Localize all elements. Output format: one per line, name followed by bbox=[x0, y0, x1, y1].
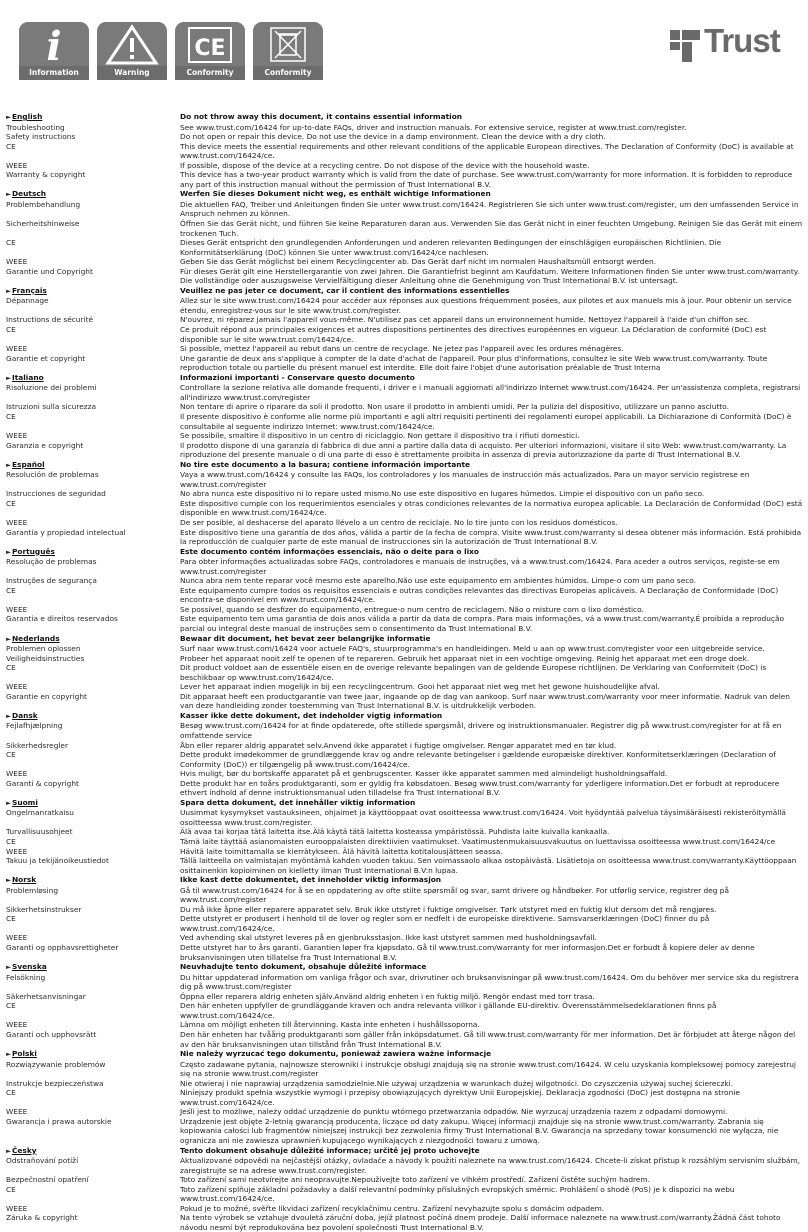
row-label: Problembehandlung bbox=[6, 199, 81, 209]
row-label: Sikkerhedsregler bbox=[6, 740, 69, 750]
row-label: Garanti og opphavsrettigheter bbox=[6, 943, 119, 953]
language-name bbox=[6, 189, 180, 200]
row-text: Pokud je to možné, svěřte likvidaci zařízení recyklačnímu centru. Zařízení nevyhazujte spolu s domácím odpadem. bbox=[180, 1203, 605, 1213]
language-heading-row bbox=[6, 112, 804, 123]
language-title: Informazioni importanti - Conservare questo documento bbox=[180, 372, 415, 382]
language-title: Tento dokument obsahuje důležité informace; určitě jej proto uchovejte bbox=[180, 1145, 480, 1155]
info-row bbox=[6, 914, 804, 933]
row-text: Gå til www.trust.com/16424 for å se en oppdatering av ofte stilte spørsmål og svar, samt drivere og håndbøker. For utførlig service, registrer deg på www.trust.com/register bbox=[180, 885, 730, 905]
language-heading-row bbox=[6, 711, 804, 722]
row-label: Dépannage bbox=[6, 296, 49, 306]
row-label: CE bbox=[6, 837, 16, 847]
row-label: CE bbox=[6, 585, 16, 595]
language-heading-row bbox=[6, 460, 804, 471]
warning-icon bbox=[97, 22, 167, 80]
triangle-right-icon: ► bbox=[6, 113, 11, 121]
language-label: Português bbox=[12, 546, 55, 556]
language-label: Dansk bbox=[12, 710, 38, 720]
row-label: WEEE bbox=[6, 1020, 28, 1030]
info-row bbox=[6, 219, 804, 238]
language-section bbox=[6, 373, 804, 460]
row-text: This device meets the essential requirements and other relevant conditions of the applicable European directives. The Declaration of Conformity (DoC) is available at www.trust.com/16424/ce. bbox=[180, 141, 794, 161]
info-row bbox=[6, 441, 804, 460]
row-text: Öffnen Sie das Gerät nicht, und führen Sie keine Reparaturen daran aus. Verwenden Sie das Gerät nicht in einer feuchten Umgebung. Reinigen Sie das Gerät mit einem trockenen Tuch. bbox=[180, 219, 803, 238]
row-text: Ce produit répond aux principales exigences et autres dispositions pertinentes des directives européennes en vigueur. La Déclaration de conformité (DoC) est disponible sur le site www.trust.com/16424/ce. bbox=[180, 325, 767, 344]
info-row bbox=[6, 886, 804, 905]
row-text: Dit apparaat heeft een productgarantie van twee jaar, ingaande op de dag van aankoop. Surf naar www.trust.com/warranty voor meer informatie. Nadruk van delen van deze handleiding zonder toestemming van Trust International B.V. is uitdrukkelijk verboden. bbox=[180, 691, 790, 711]
row-label: Fejlafhjælpning bbox=[6, 721, 63, 731]
info-row bbox=[6, 1213, 804, 1232]
row-text: Probeer het apparaat nooit zelf te openen of te repareren. Gebruik het apparaat niet in een vochtige omgeving. Reinig het apparaat met een droge doek. bbox=[180, 653, 750, 663]
row-text: Este equipamento cumpre todos os requisitos essenciais e outras condições relevantes das directivas Europeias aplicáveis. A Declaração de Conformidade (DoC) encontra-se disponível em www.trust.com/16424/ce. bbox=[180, 585, 779, 605]
info-row bbox=[6, 576, 804, 586]
language-section bbox=[6, 189, 804, 285]
conformity-caption: Conformity bbox=[175, 66, 245, 80]
info-row bbox=[6, 489, 804, 499]
info-row bbox=[6, 779, 804, 798]
language-label: Français bbox=[12, 285, 47, 295]
row-label: WEEE bbox=[6, 933, 28, 943]
row-text: Para obter informações actualizadas sobre FAQs, controladores e manuais de instruções, vá a www.trust.com/16424. Para aceder a outros serviços, registe-se em www.trust.com/register bbox=[180, 557, 780, 576]
row-label: Troubleshooting bbox=[6, 122, 65, 132]
row-text: Besøg www.trust.com/16424 for at finde opdaterede, ofte stillede spørgsmål, drivere og instruktionsmanualer. Registrer dig på www.trust.com/register for at få en omfattende service bbox=[180, 721, 782, 740]
row-text: Die aktuellen FAQ, Treiber und Anleitungen finden Sie unter www.trust.com/16424. Registrieren Sie sich unter www.trust.com/register, um den umfassenden Service in Anspruch nehmen zu können. bbox=[180, 199, 799, 219]
info-row bbox=[6, 586, 804, 605]
row-text: Este dispositivo cumple con los requerimientos esenciales y otras condiciones relevantes de la normativa europea aplicable. La Declaración de Conformidad (DoC) está disponible en www.trust.com/16424/ce. bbox=[180, 498, 803, 518]
info-row bbox=[6, 1107, 804, 1117]
language-name bbox=[6, 634, 180, 645]
row-text: Öppna eller reparera aldrig enheten själv.Använd aldrig enheten i en fuktig miljö. Rengör endast med torr trasa. bbox=[180, 991, 595, 1001]
language-section bbox=[6, 547, 804, 634]
row-text: Geben Sie das Gerät möglichst bei einem Recyclingcenter ab. Das Gerät darf nicht im normalen Haushaltsmüll entsorgt werden. bbox=[180, 257, 657, 267]
language-title: Spara detta dokument, det innehåller viktig information bbox=[180, 797, 416, 807]
row-text: Niniejszy produkt spełnia wszystkie wymogi i przepisy obowiązujących dyrektyw Unii Europejskiej. Deklaracja zgodności (DoC) jest dostępna na stronie www.trust.com/16424/ce. bbox=[180, 1088, 740, 1107]
row-text: Na tento výrobek se vztahuje dvouletá záruční doba, jejíž platnost počíná dnem prodeje. Další informace naleznete na www.trust.com/warranty.Žádná část tohoto návodu nesmí být reprodukována bez povolení společnosti Trust International B.V. bbox=[180, 1213, 781, 1232]
language-label: Español bbox=[12, 459, 45, 469]
language-heading-row bbox=[6, 189, 804, 200]
row-label: Instruções de segurança bbox=[6, 576, 97, 586]
row-label: Sicherheitshinweise bbox=[6, 219, 80, 229]
language-section bbox=[6, 875, 804, 962]
info-row bbox=[6, 170, 804, 189]
info-row bbox=[6, 123, 804, 133]
info-row bbox=[6, 905, 804, 915]
row-text: Nunca abra nem tente reparar você mesmo este aparelho.Não use este equipamento em ambientes húmidos. Limpe-o com um pano seco. bbox=[180, 576, 697, 586]
language-label: Italiano bbox=[12, 372, 44, 382]
row-label: CE bbox=[6, 238, 16, 248]
row-text: Uusimmat kysymykset vastauksineen, ohjaimet ja käyttöoppaat ovat osoitteessa www.trust.com/16424. Voit hyödyntää palvelua täysimääräisesti rekisteröitymällä osoitteessa www.trust.com/register. bbox=[180, 808, 786, 827]
row-text: De ser posible, al deshacerse del aparato llévelo a un centro de reciclaje. No lo tire junto con los residuos domésticos. bbox=[180, 517, 618, 527]
row-text: Se possibile, smaltire il dispositivo in un centro di riciclaggio. Non gettare il dispositivo tra i rifiuti domestici. bbox=[180, 431, 580, 441]
info-row bbox=[6, 518, 804, 528]
row-label: WEEE bbox=[6, 1107, 28, 1117]
row-text: Für dieses Gerät gilt eine Herstellergarantie von zwei Jahren. Die Garantiefrist beginnt am Kaufdatum. Weitere Informationen finden Sie unter www.trust.com/warranty. Die vollständige oder auszugsweise Vervielfältigung dieser Anleitung ohne die Genehmigung von Trust International B.V. ist untersagt. bbox=[180, 266, 800, 286]
language-heading-row bbox=[6, 962, 804, 973]
language-title: No tire este documento a la basura; contiene información importante bbox=[180, 459, 471, 469]
info-row bbox=[6, 528, 804, 547]
row-label: Garanti & copyright bbox=[6, 778, 79, 788]
row-label: CE bbox=[6, 411, 16, 421]
row-label: Veiligheidsinstructies bbox=[6, 653, 85, 663]
row-text: Tämä laite täyttää asianomaisten eurooppalaisten direktiivien vaatimukset. Vaatimustenmukaisuusvakuutus on luettavissa osoitteessa www.trust.com/16424/ce bbox=[180, 837, 776, 847]
row-label: Resolução de problemas bbox=[6, 557, 97, 567]
row-text: Il presente dispositivo è conforme alle norme più importanti e agli altri requisiti pertinenti dei regolamenti europei applicabili. La Dichiarazione di Conformità (DoC) è consultabile al seguente indirizzo Internet: www.trust.com/16424/ce. bbox=[180, 411, 792, 431]
row-text: Si possible, mettez l'appareil au rebut dans un centre de recyclage. Ne jetez pas l'appareil avec les ordures ménagères. bbox=[180, 344, 624, 354]
row-label: CE bbox=[6, 1184, 16, 1194]
info-row bbox=[6, 1185, 804, 1204]
info-row bbox=[6, 750, 804, 769]
info-row bbox=[6, 1175, 804, 1185]
row-label: Ongelmanratkaisu bbox=[6, 808, 74, 818]
row-text: Non tentare di aprire o riparare da soli il prodotto. Non usare il prodotto in ambienti umidi. Per la pulizia del dispositivo, utilizzare un panno asciutto. bbox=[180, 402, 729, 412]
row-label: Garanti och upphovsrätt bbox=[6, 1029, 97, 1039]
svg-text:i: i bbox=[46, 23, 62, 66]
info-row bbox=[6, 1001, 804, 1020]
row-label: CE bbox=[6, 750, 16, 760]
language-name bbox=[6, 460, 180, 471]
language-section bbox=[6, 634, 804, 711]
language-name bbox=[6, 373, 180, 384]
row-text: Une garantie de deux ans s'applique à compter de la date d'achat de l'appareil. Pour plus d'informations, consultez le site Web www.trust.com/warranty. Toute reproduction totale ou partielle du présent manuel est interdite. Elle doit faire l'objet d'une autorisation préalable de Trust Interna bbox=[180, 353, 768, 373]
info-row bbox=[6, 856, 804, 875]
row-text: Älä avaa tai korjaa tätä laitetta itse.Älä käytä tätä laitetta kosteassa ympäristössä. Puhdista laite kuivalla kankaalla. bbox=[180, 827, 610, 837]
information-caption: Information bbox=[19, 66, 89, 80]
row-label: CE bbox=[6, 141, 16, 151]
row-text: Do not open or repair this device. Do not use the device in a damp environment. Clean the device with a dry cloth. bbox=[180, 132, 606, 142]
info-row bbox=[6, 769, 804, 779]
row-text: Dit product voldoet aan de essentiële eisen en de overige relevante bepalingen van de geldende Europese richtlijnen. De Verklaring van Conformiteit (DoC) is beschikbaar op www.trust.com/16424/ce. bbox=[180, 663, 767, 682]
info-row bbox=[6, 257, 804, 267]
row-text: Dette utstyret er produsert i henhold til de lover og regler som er nedfelt i de europeiske direktivene. Samsvarserklæringen (DoC) finner du på www.trust.com/16424/ce. bbox=[180, 914, 710, 933]
language-section bbox=[6, 1049, 804, 1145]
row-text: Este dispositivo tiene una garantía de dos años, válida a partir de la fecha de compra. Visite www.trust.com/warranty si desea obtener más información. Está prohibida la reproducción de cualquier parte de este manual de instrucciones sin la autorización de Trust International B.V. bbox=[180, 527, 802, 547]
info-row bbox=[6, 644, 804, 654]
row-label: WEEE bbox=[6, 257, 28, 267]
info-row bbox=[6, 654, 804, 664]
weee-caption: Conformity bbox=[253, 66, 323, 80]
info-row bbox=[6, 1030, 804, 1049]
row-text: Toto zařízení sami neotvírejte ani neopravujte.Nepoužívejte toto zařízení ve vlhkém prostředí. Zařízení čistěte suchým hadrem. bbox=[180, 1175, 650, 1185]
row-text: No abra nunca este dispositivo ni lo repare usted mismo.No use este dispositivo en lugares húmedos. Limpie el dispositivo con un paño seco. bbox=[180, 489, 705, 499]
row-text: N'ouvrez, ni réparez jamais l'appareil vous-même. N'utilisez pas cet appareil dans un environnement humide. Nettoyez l'appareil à l'aide d'un chiffon sec. bbox=[180, 315, 751, 325]
row-label: CE bbox=[6, 1088, 16, 1098]
triangle-right-icon: ► bbox=[6, 711, 11, 720]
info-row bbox=[6, 325, 804, 344]
info-row bbox=[6, 614, 804, 633]
info-row bbox=[6, 344, 804, 354]
row-label: Risoluzione dei problemi bbox=[6, 383, 97, 393]
language-name bbox=[6, 875, 180, 886]
language-heading-row bbox=[6, 1146, 804, 1157]
row-label: CE bbox=[6, 325, 16, 335]
row-label: Rozwiązywanie problemów bbox=[6, 1059, 106, 1069]
info-row bbox=[6, 741, 804, 751]
row-text: Controllare la sezione relativa alle domande frequenti, i driver e i manuali aggiornati all'indirizzo Internet www.trust.com/16424. Per un'assistenza completa, registrarsi all'indirizzo www.trust.com/register bbox=[180, 383, 801, 402]
row-label: Odstraňování potíží bbox=[6, 1156, 79, 1166]
row-label: Instrukcje bezpieczeństwa bbox=[6, 1078, 104, 1088]
row-text: Hvis muligt, bør du bortskaffe apparatet på et genbrugscenter. Kasser ikke apparatet sammen med almindeligt husholdningsaffald. bbox=[180, 769, 668, 779]
row-label: Instrucciones de seguridad bbox=[6, 489, 106, 499]
warning-caption: Warning bbox=[97, 66, 167, 80]
row-label: WEEE bbox=[6, 1203, 28, 1213]
language-label: Suomi bbox=[12, 797, 38, 807]
row-label: Gwarancja i prawa autorskie bbox=[6, 1116, 112, 1126]
language-name bbox=[6, 286, 180, 297]
language-title: Neuvhadujte tento dokument, obsahuje důležité informace bbox=[180, 962, 427, 972]
row-text: Dette produkt imødekommer de grundlæggende krav og andre relevante betingelser i gældende europæiske direktiver. Konformitetserklæringen (Declaration of Conformity (DoC)) er tilgængelig på www.trust.com/16424/ce. bbox=[180, 750, 776, 769]
info-row bbox=[6, 383, 804, 402]
language-label: Deutsch bbox=[12, 189, 46, 199]
row-label: WEEE bbox=[6, 604, 28, 614]
row-label: WEEE bbox=[6, 431, 28, 441]
language-title: Nie należy wyrzucać tego dokumentu, ponieważ zawiera ważne informacje bbox=[180, 1049, 492, 1059]
language-label: Norsk bbox=[12, 875, 37, 885]
language-title: Este documento contém informações essenciais, não o deite para o lixo bbox=[180, 546, 479, 556]
info-row bbox=[6, 267, 804, 286]
row-label: Garantie und Copyright bbox=[6, 266, 93, 276]
language-name bbox=[6, 711, 180, 722]
info-row bbox=[6, 142, 804, 161]
row-text: Dette utstyret har to års garanti. Garantien løper fra kjøpsdato. Gå til www.trust.com/warranty for mer informasjon.Det er forbudt å kopiere deler av denne bruksanvisningen uten tillatelse fra Trust International B.V. bbox=[180, 943, 755, 962]
information-icon bbox=[19, 22, 89, 80]
info-row bbox=[6, 837, 804, 847]
info-row bbox=[6, 827, 804, 837]
row-label: Bezpečnostní opatření bbox=[6, 1175, 89, 1185]
row-label: CE bbox=[6, 498, 16, 508]
info-row bbox=[6, 315, 804, 325]
language-section bbox=[6, 798, 804, 875]
row-text: If possible, dispose of the device at a recycling centre. Do not dispose of the device with the household waste. bbox=[180, 160, 590, 170]
triangle-right-icon: ► bbox=[6, 460, 11, 469]
info-row bbox=[6, 692, 804, 711]
row-label: Garantia e direitos reservados bbox=[6, 614, 118, 624]
language-label: Česky bbox=[12, 1145, 37, 1155]
row-text: This device has a two-year product warranty which is valid from the date of purchase. See www.trust.com/warranty for more information. It is forbidden to reproduce any part of this instruction manual without the permission of Trust International B.V. bbox=[180, 170, 793, 189]
language-section bbox=[6, 286, 804, 373]
info-row bbox=[6, 402, 804, 412]
info-row bbox=[6, 470, 804, 489]
info-row bbox=[6, 238, 804, 257]
language-title: Veuillez ne pas jeter ce document, car il contient des informations essentielles bbox=[180, 285, 510, 295]
language-heading-row bbox=[6, 634, 804, 645]
row-text: Du må ikke åpne eller reparere apparatet selv. Bruk ikke utstyret i fuktige omgivelser. Tørk utstyret med en fuktig klut dersom det må rengjøres. bbox=[180, 904, 717, 914]
row-text: See www.trust.com/16424 for up-to-date FAQs, driver and instruction manuals. For extensive service, register at www.trust.com/register. bbox=[180, 122, 687, 132]
info-row bbox=[6, 973, 804, 992]
language-title: Bewaar dit document, het bevat zeer belangrijke informatie bbox=[180, 633, 431, 643]
language-section bbox=[6, 460, 804, 547]
info-row bbox=[6, 1156, 804, 1175]
language-label: English bbox=[12, 112, 43, 121]
triangle-right-icon: ► bbox=[6, 286, 11, 295]
info-row bbox=[6, 499, 804, 518]
language-label: Polski bbox=[12, 1049, 37, 1059]
row-text: Tällä laitteella on valmistajan myöntämä kahden vuoden takuu. Sen voimassaolo alkaa ostopäivästä. Lisätietoja on osoitteessa www.trust.com/warranty.Käyttöoppaan osittainenkin kopioiminen on kielletty ilman Trust International B.V:n lupaa. bbox=[180, 856, 797, 875]
info-row bbox=[6, 943, 804, 962]
row-text: Este equipamento tem uma garantia de dois anos válida a partir da data de compra. Para mais informações, vá a www.trust.com/warranty.É proibida a reprodução parcial ou integral deste manual de instruções sem o consentimento da Trust International B.V. bbox=[180, 614, 785, 633]
language-name bbox=[6, 1146, 180, 1157]
info-row bbox=[6, 1079, 804, 1089]
row-label: Safety instructions bbox=[6, 132, 76, 142]
row-text: Hävitä laite toimittamalla se kierrätykseen. Älä hävitä laitetta kotitalousjätteen seassa. bbox=[180, 846, 503, 856]
document-body bbox=[6, 112, 804, 1232]
weee-bin-icon bbox=[253, 22, 323, 80]
row-text: Często zadawane pytania, najnowsze sterowniki i instrukcje obsługi znajdują się na stronie www.trust.com/16424. W celu uzyskania kompleksowej pomocy zarejestruj się na stronie www.trust.com/register bbox=[180, 1059, 796, 1079]
row-text: Den här enheten uppfyller de grundläggande kraven och andra relevanta villkor i gällande EU-direktiv. Överensstämmelsedeklarationen finns på www.trust.com/16424/ce. bbox=[180, 1001, 717, 1020]
document-header bbox=[0, 0, 808, 100]
row-label: Garantie en copyright bbox=[6, 691, 87, 701]
row-label: CE bbox=[6, 663, 16, 673]
info-row bbox=[6, 412, 804, 431]
triangle-right-icon: ► bbox=[6, 1050, 11, 1059]
row-text: Urządzenie jest objęte 2-letnią gwarancją producenta, liczące od daty zakupu. Więcej informacji znajduje się na stronie www.trust.com/warranty. Zabrania się kopiowania całości lub fragmentów niniejszej instrukcji bez zezwolenia firmy Trust International B.V. Gwarancja na sprzedany towar konsumencki nie wyłącza, nie ogranicza ani nie zawiesza uprawnień kupującego wynikających z niezgodności towaru z umową. bbox=[180, 1116, 779, 1145]
row-label: Resolución de problemas bbox=[6, 470, 99, 480]
triangle-right-icon: ► bbox=[6, 963, 11, 972]
row-text: Lämna om möjligt enheten till återvinning. Kasta inte enheten i hushållssoporna. bbox=[180, 1020, 480, 1030]
language-heading-row bbox=[6, 373, 804, 384]
language-name bbox=[6, 798, 180, 809]
triangle-right-icon: ► bbox=[6, 634, 11, 643]
row-label: Felsökning bbox=[6, 972, 46, 982]
info-row bbox=[6, 682, 804, 692]
row-label: Istruzioni sulla sicurezza bbox=[6, 402, 97, 412]
info-row bbox=[6, 663, 804, 682]
row-label: Problemen oplossen bbox=[6, 644, 81, 654]
info-row bbox=[6, 296, 804, 315]
language-heading-row bbox=[6, 798, 804, 809]
language-section bbox=[6, 1146, 804, 1232]
info-row bbox=[6, 847, 804, 857]
row-label: WEEE bbox=[6, 517, 28, 527]
row-label: WEEE bbox=[6, 846, 28, 856]
language-heading-row bbox=[6, 875, 804, 886]
info-row bbox=[6, 1204, 804, 1214]
conformity-icon bbox=[175, 22, 245, 80]
row-label: Säkerhetsanvisningar bbox=[6, 991, 86, 1001]
row-label: WEEE bbox=[6, 344, 28, 354]
language-heading-row bbox=[6, 286, 804, 297]
brand-wordmark: Trust bbox=[704, 22, 780, 59]
svg-text:CE: CE bbox=[194, 36, 226, 61]
language-section bbox=[6, 112, 804, 189]
triangle-right-icon: ► bbox=[6, 547, 11, 556]
row-text: Nie otwieraj i nie naprawiaj urządzenia samodzielnie.Nie używaj urządzenia w warunkach dużej wilgotności. Do czyszczenia używaj suchej ściereczki. bbox=[180, 1078, 734, 1088]
row-text: Allez sur le site www.trust.com/16424 pour accéder aux réponses aux questions fréquemment posées, aux pilotes et aux manuels mis à jour. Pour obtenir un service étendu, enregistrez-vous sur le site www.trust.com/register. bbox=[180, 296, 792, 315]
info-row bbox=[6, 721, 804, 740]
row-text: Il prodotto dispone di una garanzia di fabbrica di due anni a partire dalla data di acquisto. Per ulteriori informazioni, visitare il sito Web: www.trust.com/warranty. La riproduzione del presente manuale o di una parte di esso è strettamente proibita in assenza di previa autorizzazione da parte di Trust International B.V. bbox=[180, 440, 787, 460]
language-title: Werfen Sie dieses Dokument nicht weg, es enthält wichtige Informationen bbox=[180, 189, 491, 199]
language-name bbox=[6, 547, 180, 558]
language-heading-row bbox=[6, 1049, 804, 1060]
row-label: Problemløsing bbox=[6, 885, 59, 895]
row-text: Aktualizované odpovědi na nejčastější otázky, ovladače a návody k použití naleznete na www.trust.com/16424. Chcete-li získat přístup k rozsáhlým servisním službám, zaregistrujte se na adrese www.trust.com/register. bbox=[180, 1156, 801, 1175]
info-row bbox=[6, 1060, 804, 1079]
info-row bbox=[6, 933, 804, 943]
triangle-right-icon: ► bbox=[6, 876, 11, 885]
row-label: WEEE bbox=[6, 769, 28, 779]
info-row bbox=[6, 431, 804, 441]
info-row bbox=[6, 992, 804, 1002]
info-row bbox=[6, 200, 804, 219]
row-label: CE bbox=[6, 1001, 16, 1011]
row-text: Dette produkt har en toårs produktgaranti, som er gyldig fra købsdatoen. Besøg www.trust.com/warranty for yderligere information.Det er forbudt at reproducere ethvert indhold af denne instruktionsmanual uden tilladelse fra Trust International B.V. bbox=[180, 778, 780, 798]
triangle-right-icon: ► bbox=[6, 1146, 11, 1155]
language-name bbox=[6, 962, 180, 973]
row-text: Åbn eller reparer aldrig apparatet selv.Anvend ikke apparatet i fugtige omgivelser. Rengør apparatet med en tør klud. bbox=[180, 740, 617, 750]
row-label: Garantie et copyright bbox=[6, 353, 86, 363]
row-label: Záruka & copyright bbox=[6, 1213, 78, 1223]
info-row bbox=[6, 605, 804, 615]
row-label: Takuu ja tekijänoikeustiedot bbox=[6, 856, 109, 866]
info-row bbox=[6, 808, 804, 827]
language-name bbox=[6, 112, 180, 123]
info-row bbox=[6, 1117, 804, 1146]
triangle-right-icon: ► bbox=[6, 190, 11, 199]
row-text: Vaya a www.trust.com/16424 y consulte las FAQs, los controladores y los manuales de instrucción más actualizados. Para un mayor servicio regístrese en www.trust.com/register bbox=[180, 470, 750, 489]
info-row bbox=[6, 1020, 804, 1030]
row-text: Lever het apparaat indien mogelijk in bij een recyclingcentrum. Gooi het apparaat niet weg met het gewone huishoudelijke afval. bbox=[180, 682, 660, 692]
language-section bbox=[6, 711, 804, 798]
row-label: Garanzia e copyright bbox=[6, 440, 84, 450]
row-text: Ved avhending skal utstyret leveres på en gjenbruksstasjon. Ikke kast utstyret sammen med husholdningsavfall. bbox=[180, 933, 597, 943]
info-row bbox=[6, 557, 804, 576]
row-text: Se possível, quando se desfizer do equipamento, entregue-o num centro de reciclagem. Não o misture com o lixo doméstico. bbox=[180, 604, 644, 614]
row-text: Dieses Gerät entspricht den grundlegenden Anforderungen und anderen relevanten Bedingungen der einschlägigen europäischen Richtlinien. Die Konformitätserklärung (DoC) können Sie unter www.trust.com/16424/ce nachlesen. bbox=[180, 238, 722, 257]
row-text: Du hittar uppdaterad information om vanliga frågor och svar, drivrutiner och bruksanvisningar på www.trust.com/16424. Om du behöver mer service ska du registrera dig på www.trust.com/register bbox=[180, 972, 799, 992]
info-row bbox=[6, 354, 804, 373]
language-title: Ikke kast dette dokumentet, det inneholder viktig informasjon bbox=[180, 875, 442, 885]
row-label: Sikkerhetsinstrukser bbox=[6, 904, 82, 914]
info-row bbox=[6, 1088, 804, 1107]
row-text: Surf naar www.trust.com/16424 voor actuele FAQ's, stuurprogramma's en handleidingen. Meld u aan op www.trust.com/register voor een uitgebreide service. bbox=[180, 644, 765, 654]
row-label: Warranty & copyright bbox=[6, 170, 86, 180]
language-name bbox=[6, 1049, 180, 1060]
row-label: WEEE bbox=[6, 682, 28, 692]
row-text: Toto zařízení splňuje základní požadavky a další relevantní podmínky příslušných evropských směrnic. Prohlášení o shodě (PoS) je k dispozici na webu www.trust.com/16424/ce. bbox=[180, 1184, 735, 1204]
language-label: Svenska bbox=[12, 962, 47, 972]
row-label: CE bbox=[6, 914, 16, 924]
language-title: Do not throw away this document, it contains essential information bbox=[180, 112, 463, 121]
row-label: Garantía y propiedad intelectual bbox=[6, 527, 126, 537]
triangle-right-icon: ► bbox=[6, 798, 11, 807]
row-label: Turvallisuusohjeet bbox=[6, 827, 73, 837]
language-title: Kasser ikke dette dokument, det indeholder vigtig information bbox=[180, 710, 443, 720]
language-section bbox=[6, 962, 804, 1049]
row-text: Den här enheten har tvåårig produktgaranti som gäller från inköpsdatumet. Gå till www.trust.com/warranty för mer information. Det är förbjudet att återge någon del av den här bruksanvisningen utan tillstånd från Trust International B.V. bbox=[180, 1029, 796, 1049]
info-row bbox=[6, 161, 804, 171]
row-label: Instructions de sécurité bbox=[6, 315, 94, 325]
info-row bbox=[6, 132, 804, 142]
triangle-right-icon: ► bbox=[6, 373, 11, 382]
language-heading-row bbox=[6, 547, 804, 558]
icon-strip bbox=[19, 22, 323, 80]
language-label: Nederlands bbox=[12, 633, 60, 643]
row-text: Jeśli jest to możliwe, należy oddać urządzenie do punktu wtórnego przetwarzania odpadów. Nie wyrzucaj urządzenia razem z odpadami domowymi. bbox=[180, 1107, 728, 1117]
row-label: WEEE bbox=[6, 160, 28, 170]
